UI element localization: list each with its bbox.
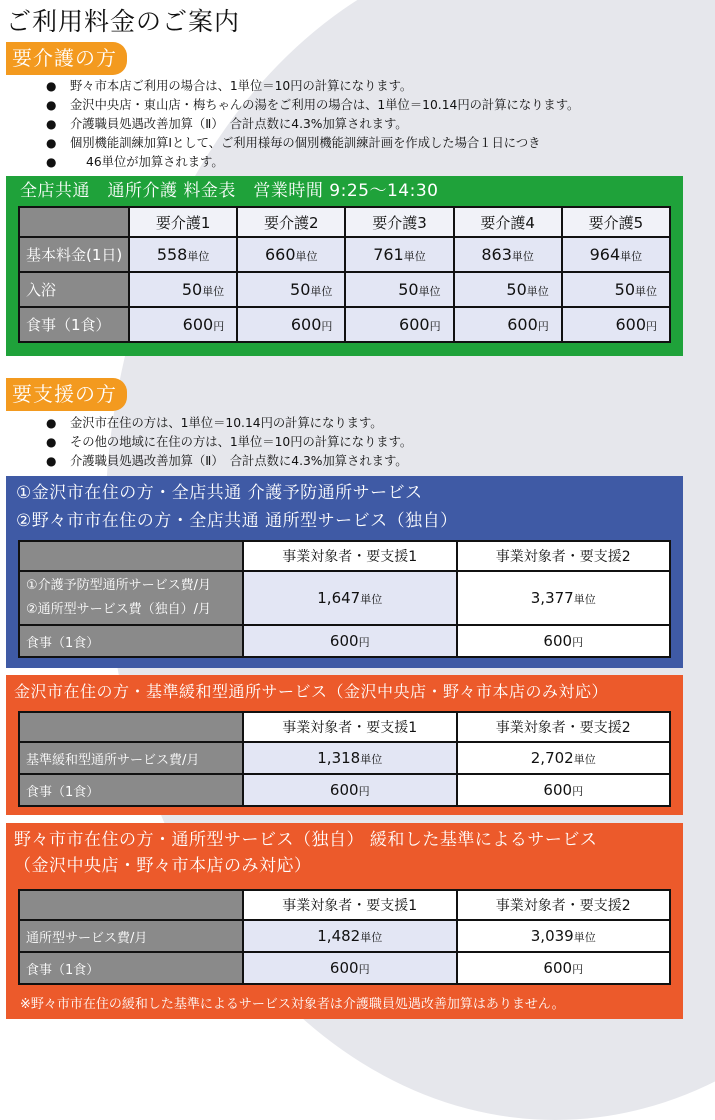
- column-header: 事業対象者・要支援2: [457, 712, 671, 742]
- fee-cell: 1,647単位: [243, 571, 457, 625]
- fee-cell: 600円: [454, 307, 562, 342]
- table-row: [19, 742, 670, 774]
- table-row: [19, 920, 670, 952]
- column-header: 要介護1: [129, 207, 237, 237]
- table-corner: [19, 890, 243, 920]
- table-row: [19, 625, 670, 657]
- row-header: [19, 571, 243, 625]
- fee-cell: 3,039単位: [457, 920, 671, 952]
- section-badge-care: 要介護の方: [6, 42, 127, 75]
- row-header: 入浴: [19, 272, 129, 307]
- table-header-row: [19, 541, 670, 571]
- table-header-row: [19, 207, 670, 237]
- fee-cell: 50単位: [237, 272, 345, 307]
- nonoichi-relaxed-panel: [6, 823, 683, 1019]
- fee-cell: 600円: [457, 625, 671, 657]
- fee-cell: 600円: [237, 307, 345, 342]
- relaxed-fee-table: [18, 711, 671, 807]
- column-header: 事業対象者・要支援2: [457, 890, 671, 920]
- support-note: ● 介護職員処遇改善加算（Ⅱ） 合計点数に4.3%加算されます。: [46, 452, 412, 471]
- care-fee-panel: [6, 176, 683, 356]
- care-note: ● 金沢中央店・東山店・梅ちゃんの湯をご利用の場合は、1単位＝10.14円の計算になります。: [46, 96, 579, 115]
- page-title: ご利用料金のご案内: [6, 7, 241, 36]
- support-service-panel: [6, 476, 683, 668]
- fee-cell: 1,482単位: [243, 920, 457, 952]
- table-row: [19, 774, 670, 806]
- fee-cell: 660単位: [237, 237, 345, 272]
- fee-cell: 863単位: [454, 237, 562, 272]
- table-row: [19, 237, 670, 272]
- column-header: 事業対象者・要支援1: [243, 712, 457, 742]
- fee-cell: 600円: [243, 952, 457, 984]
- row-header: 食事（1食）: [19, 625, 243, 657]
- fee-cell: 50単位: [129, 272, 237, 307]
- fee-cell: 50単位: [345, 272, 453, 307]
- column-header: 要介護3: [345, 207, 453, 237]
- care-note: ● 野々市本店ご利用の場合は、1単位＝10円の計算になります。: [46, 77, 579, 96]
- table-header-row: [19, 890, 670, 920]
- support-note: ● その他の地域に在住の方は、1単位＝10円の計算になります。: [46, 433, 412, 452]
- care-note: ● 個別機能訓練加算Ⅰとして、ご利用様毎の個別機能訓練計画を作成した場合１日につき: [46, 134, 579, 153]
- fee-cell: 3,377単位: [457, 571, 671, 625]
- fee-cell: 2,702単位: [457, 742, 671, 774]
- relaxed-standard-panel: [6, 675, 683, 815]
- fee-cell: 964単位: [562, 237, 670, 272]
- panel-title-line: ①金沢市在住の方・全店共通 介護予防通所サービス: [16, 483, 423, 503]
- care-note: ● 介護職員処遇改善加算（Ⅱ） 合計点数に4.3%加算されます。: [46, 115, 579, 134]
- fee-cell: 600円: [457, 774, 671, 806]
- row-header-line: ①介護予防型通所サービス費/月: [26, 578, 212, 593]
- fee-cell: 1,318単位: [243, 742, 457, 774]
- column-header: 事業対象者・要支援1: [243, 890, 457, 920]
- table-corner: [19, 712, 243, 742]
- care-note-continuation: ● 46単位が加算されます。: [46, 153, 579, 172]
- table-corner: [19, 541, 243, 571]
- fee-cell: 600円: [243, 625, 457, 657]
- table-header-row: [19, 712, 670, 742]
- row-header: 食事（1食）: [19, 307, 129, 342]
- panel-title-line: ②野々市市在住の方・全店共通 通所型サービス（独自）: [16, 511, 458, 531]
- table-corner: [19, 207, 129, 237]
- nonoichi-fee-table: [18, 889, 671, 985]
- column-header: 要介護2: [237, 207, 345, 237]
- care-fee-panel-title: 全店共通 通所介護 料金表 営業時間 9:25〜14:30: [20, 181, 439, 201]
- column-header: 事業対象者・要支援1: [243, 541, 457, 571]
- support-notes: [46, 414, 412, 471]
- column-header: 要介護5: [562, 207, 670, 237]
- footnote: ※野々市市在住の緩和した基準によるサービス対象者は介護職員処遇改善加算はありません。: [20, 997, 565, 1012]
- table-row: [19, 571, 670, 625]
- column-header: 要介護4: [454, 207, 562, 237]
- support-note: ● 金沢市在住の方は、1単位＝10.14円の計算になります。: [46, 414, 412, 433]
- table-row: [19, 307, 670, 342]
- fee-cell: 600円: [457, 952, 671, 984]
- fee-cell: 600円: [345, 307, 453, 342]
- row-header: 基本料金(1日): [19, 237, 129, 272]
- care-fee-table: [18, 206, 671, 343]
- fee-cell: 50単位: [454, 272, 562, 307]
- row-header: 食事（1食）: [19, 952, 243, 984]
- fee-cell: 558単位: [129, 237, 237, 272]
- table-row: [19, 952, 670, 984]
- fee-cell: 600円: [243, 774, 457, 806]
- support-fee-table: [18, 540, 671, 658]
- row-header: 食事（1食）: [19, 774, 243, 806]
- section-badge-support: 要支援の方: [6, 378, 127, 411]
- row-header: 基準緩和型通所サービス費/月: [19, 742, 243, 774]
- row-header-line: ②通所型サービス費（独自）/月: [26, 602, 212, 617]
- panel-title-line: （金沢中央店・野々市本店のみ対応）: [14, 856, 312, 876]
- row-header: 通所型サービス費/月: [19, 920, 243, 952]
- column-header: 事業対象者・要支援2: [457, 541, 671, 571]
- panel-title-line: 野々市市在住の方・通所型サービス（独自） 緩和した基準によるサービス: [14, 830, 598, 850]
- fee-cell: 600円: [129, 307, 237, 342]
- panel-title: 金沢市在住の方・基準緩和型通所サービス（金沢中央店・野々市本店のみ対応）: [14, 682, 609, 701]
- fee-cell: 761単位: [345, 237, 453, 272]
- fee-cell: 50単位: [562, 272, 670, 307]
- care-notes: [46, 77, 579, 172]
- fee-cell: 600円: [562, 307, 670, 342]
- table-row: [19, 272, 670, 307]
